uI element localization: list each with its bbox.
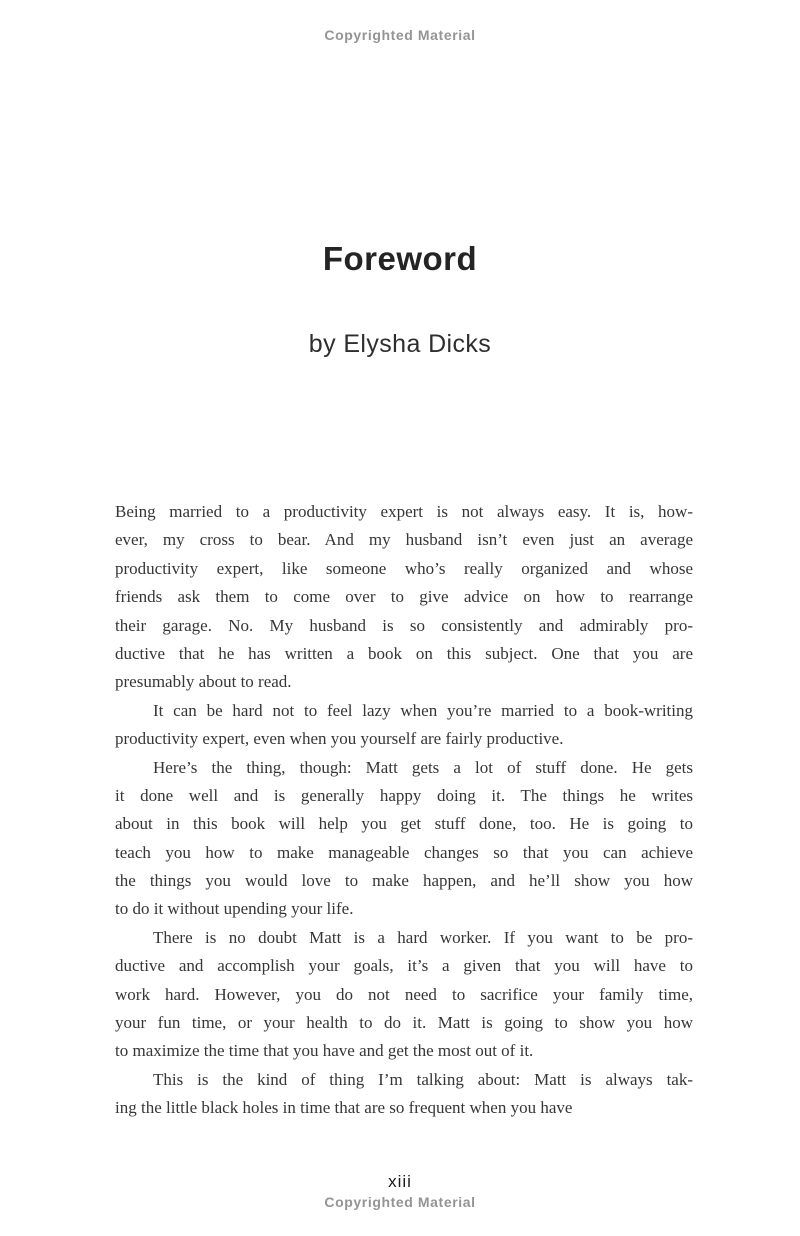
- body-line: your fun time, or your health to do it. Matt is going to show you how: [115, 1013, 693, 1033]
- body-line: productivity expert, even when you yourself are fairly productive.: [115, 729, 564, 749]
- body-line: There is no doubt Matt is a hard worker. If you want to be pro-: [153, 927, 693, 947]
- body-line: ever, my cross to bear. And my husband isn’t even just an average: [115, 530, 693, 550]
- body-line: it done well and is generally happy doing it. The things he writes: [115, 785, 693, 805]
- body-line: This is the kind of thing I’m talking about: Matt is always tak-: [153, 1069, 693, 1089]
- body-line: ing the little black holes in time that are so frequent when you have: [115, 1098, 573, 1118]
- body-line: ductive and accomplish your goals, it’s a given that you will have to: [115, 956, 693, 976]
- body-line: about in this book will help you get stuff done, too. He is going to: [115, 814, 693, 834]
- body-line: It can be hard not to feel lazy when you’re married to a book-writing: [153, 700, 693, 720]
- body-line: to do it without upending your life.: [115, 899, 354, 919]
- body-line: their garage. No. My husband is so consistently and admirably pro-: [115, 615, 693, 635]
- body-line: work hard. However, you do not need to sacrifice your family time,: [115, 984, 693, 1004]
- copyright-notice-top: Copyrighted Material: [324, 27, 476, 43]
- body-line: presumably about to read.: [115, 672, 292, 692]
- foreword-title: Foreword: [322, 240, 478, 277]
- byline: by Elysha Dicks: [308, 330, 492, 358]
- body-text: [115, 498, 693, 1123]
- body-line: productivity expert, like someone who’s really organized and whose: [115, 558, 693, 578]
- body-line: Being married to a productivity expert is not always easy. It is, how-: [115, 502, 693, 521]
- copyright-notice-bottom: Copyrighted Material: [324, 1194, 476, 1210]
- body-line: the things you would love to make happen, and he’ll show you how: [115, 871, 693, 891]
- body-line: teach you how to make manageable changes so that you can achieve: [115, 842, 693, 862]
- body-line: Here’s the thing, though: Matt gets a lot of stuff done. He gets: [153, 757, 693, 777]
- body-line: to maximize the time that you have and get the most out of it.: [115, 1041, 534, 1061]
- body-line: friends ask them to come over to give advice on how to rearrange: [115, 587, 693, 607]
- body-line: ductive that he has written a book on this subject. One that you are: [115, 643, 693, 663]
- page-number: xiii: [388, 1172, 412, 1191]
